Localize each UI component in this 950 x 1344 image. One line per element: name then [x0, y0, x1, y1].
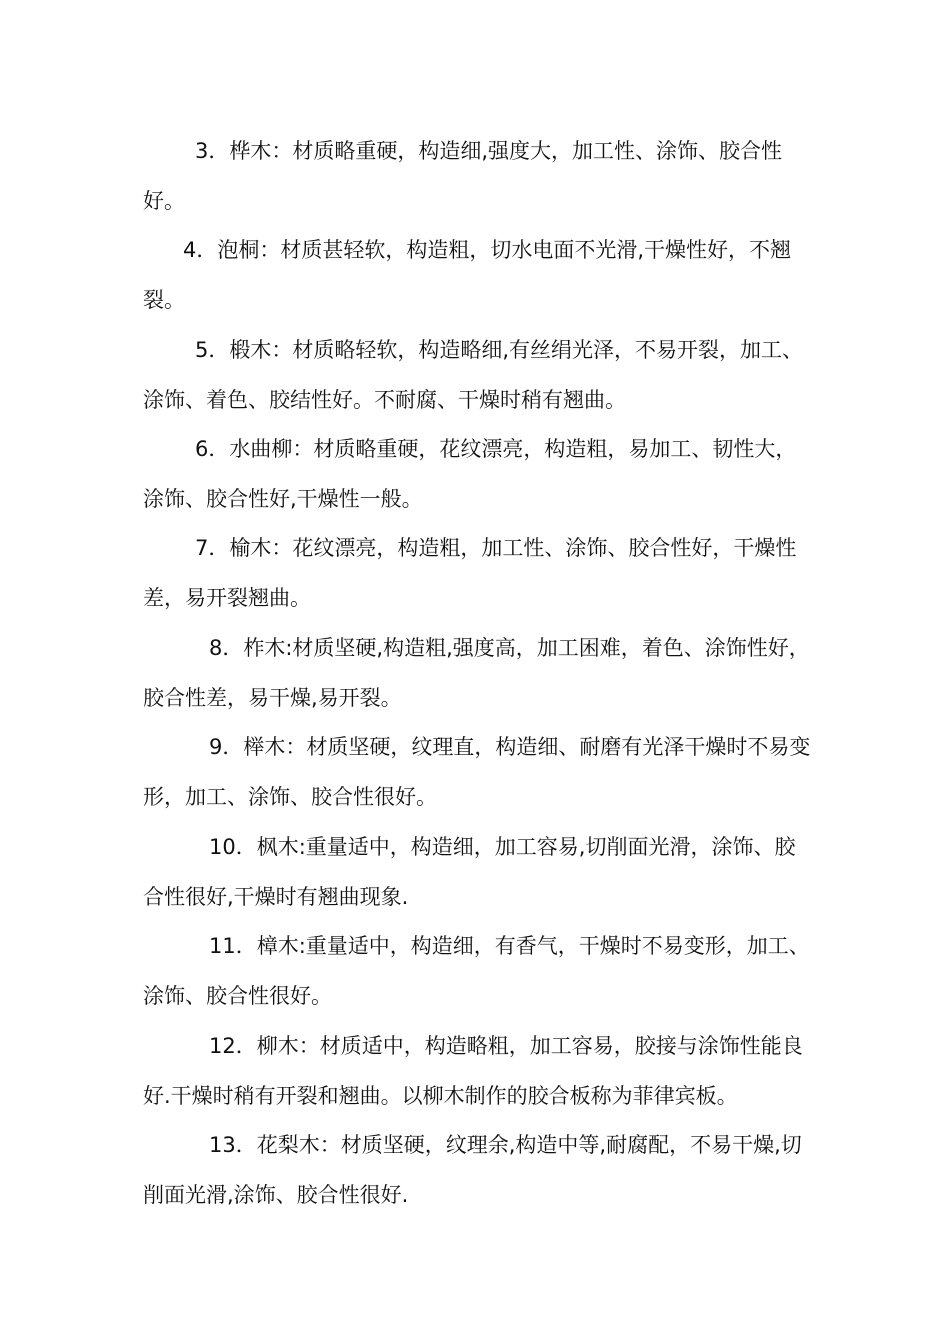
paragraph-elm: 7．榆木：花纹漂亮，构造粗，加工性、涂饰、胶合性好，干燥性差，易开裂翘曲。	[143, 536, 797, 610]
paragraph-birch: 3．桦木：材质略重硬，构造细,强度大，加工性、涂饰、胶合性好。	[143, 139, 783, 213]
paragraph-ash: 6．水曲柳：材质略重硬，花纹漂亮，构造粗，易加工、韧性大，涂饰、胶合性好,干燥性一般。	[143, 437, 797, 511]
paragraph-camphor: 11．樟木:重量适中，构造细，有香气，干燥时不易变形，加工、涂饰、胶合性很好。	[143, 934, 810, 1008]
paragraph-beech: 9．榉木：材质坚硬，纹理直，构造细、耐磨有光泽干燥时不易变形，加工、涂饰、胶合性很好。	[143, 735, 811, 809]
paragraph-paulownia: 4．泡桐：材质甚轻软，构造粗，切水电面不光滑,干燥性好，不翘裂。	[143, 238, 792, 312]
paragraph-basswood: 5．椴木：材质略轻软，构造略细,有丝绢光泽，不易开裂，加工、涂饰、着色、胶结性好。不耐腐、干燥时稍有翘曲。	[143, 338, 804, 412]
paragraph-rosewood: 13．花梨木：材质坚硬，纹理余,构造中等,耐腐配，不易干燥,切削面光滑,涂饰、胶合性很好.	[143, 1133, 802, 1207]
paragraph-maple: 10．枫木:重量适中，构造细，加工容易,切削面光滑，涂饰、胶合性很好,干燥时有翘曲现象.	[143, 835, 796, 909]
paragraph-willow: 12．柳木：材质适中，构造略粗，加工容易，胶接与涂饰性能良好.干燥时稍有开裂和翘曲。以柳木制作的胶合板称为菲律宾板。	[143, 1034, 803, 1108]
paragraph-oak: 8．柞木:材质坚硬,构造粗,强度高，加工困难，着色、涂饰性好，胶合性差，易干燥,易开裂。	[143, 636, 810, 710]
